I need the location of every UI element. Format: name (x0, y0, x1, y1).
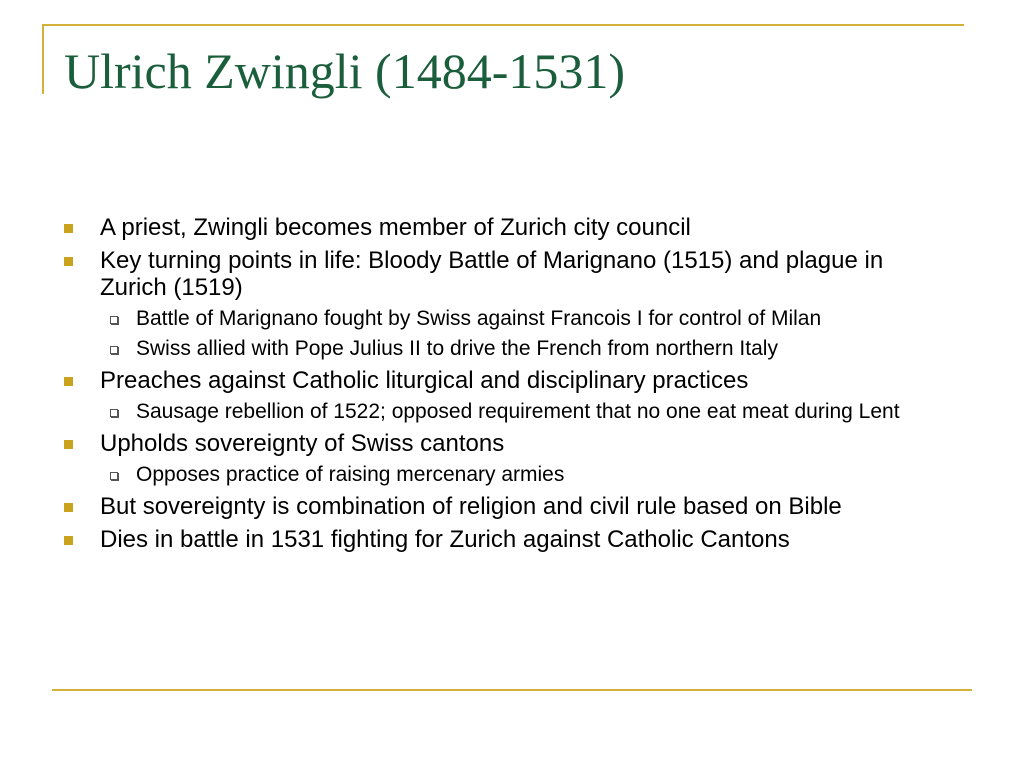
bullet-text: Preaches against Catholic liturgical and disciplinary practices (100, 367, 749, 394)
bullet-item (62, 367, 942, 424)
sub-bullet-list (100, 307, 942, 361)
bullet-text: But sovereignty is combination of religion and civil rule based on Bible (100, 493, 842, 520)
square-bullet-icon (64, 503, 73, 512)
frame-top-rule (42, 24, 964, 26)
sub-bullet-item (100, 400, 942, 424)
square-bullet-icon (64, 440, 73, 449)
bullet-text: Upholds sovereignty of Swiss cantons (100, 430, 505, 457)
sub-bullet-text: Sausage rebellion of 1522; opposed requirement that no one eat meat during Lent (136, 400, 900, 423)
square-bullet-icon (64, 224, 73, 233)
bullet-text: Dies in battle in 1531 fighting for Zurich against Catholic Cantons (100, 526, 790, 553)
sub-bullet-item (100, 463, 942, 487)
bullet-text: Key turning points in life: Bloody Battle of Marignano (1515) and plague in Zurich (1519) (100, 247, 884, 301)
bullet-list (62, 214, 942, 559)
slide-title: Ulrich Zwingli (1484-1531) (64, 43, 626, 99)
bullet-item (62, 430, 942, 487)
sub-bullet-list (100, 463, 942, 487)
bullet-item (62, 214, 942, 241)
bullet-text: A priest, Zwingli becomes member of Zurich city council (100, 214, 691, 241)
frame-bottom-rule (52, 689, 972, 691)
bullet-item (62, 247, 942, 361)
sub-bullet-text: Swiss allied with Pope Julius II to drive the French from northern Italy (136, 337, 778, 360)
sub-bullet-item (100, 337, 942, 361)
sub-bullet-text: Opposes practice of raising mercenary armies (136, 463, 565, 486)
sub-bullet-item (100, 307, 942, 331)
hollow-square-bullet-icon (110, 316, 118, 324)
sub-bullet-list (100, 400, 942, 424)
bullet-item (62, 526, 942, 553)
hollow-square-bullet-icon (110, 346, 118, 354)
sub-bullet-text: Battle of Marignano fought by Swiss against Francois I for control of Milan (136, 307, 822, 330)
hollow-square-bullet-icon (110, 472, 118, 480)
frame-left-rule (42, 24, 44, 94)
square-bullet-icon (64, 377, 73, 386)
bullet-item (62, 493, 942, 520)
hollow-square-bullet-icon (110, 409, 118, 417)
square-bullet-icon (64, 536, 73, 545)
square-bullet-icon (64, 257, 73, 266)
